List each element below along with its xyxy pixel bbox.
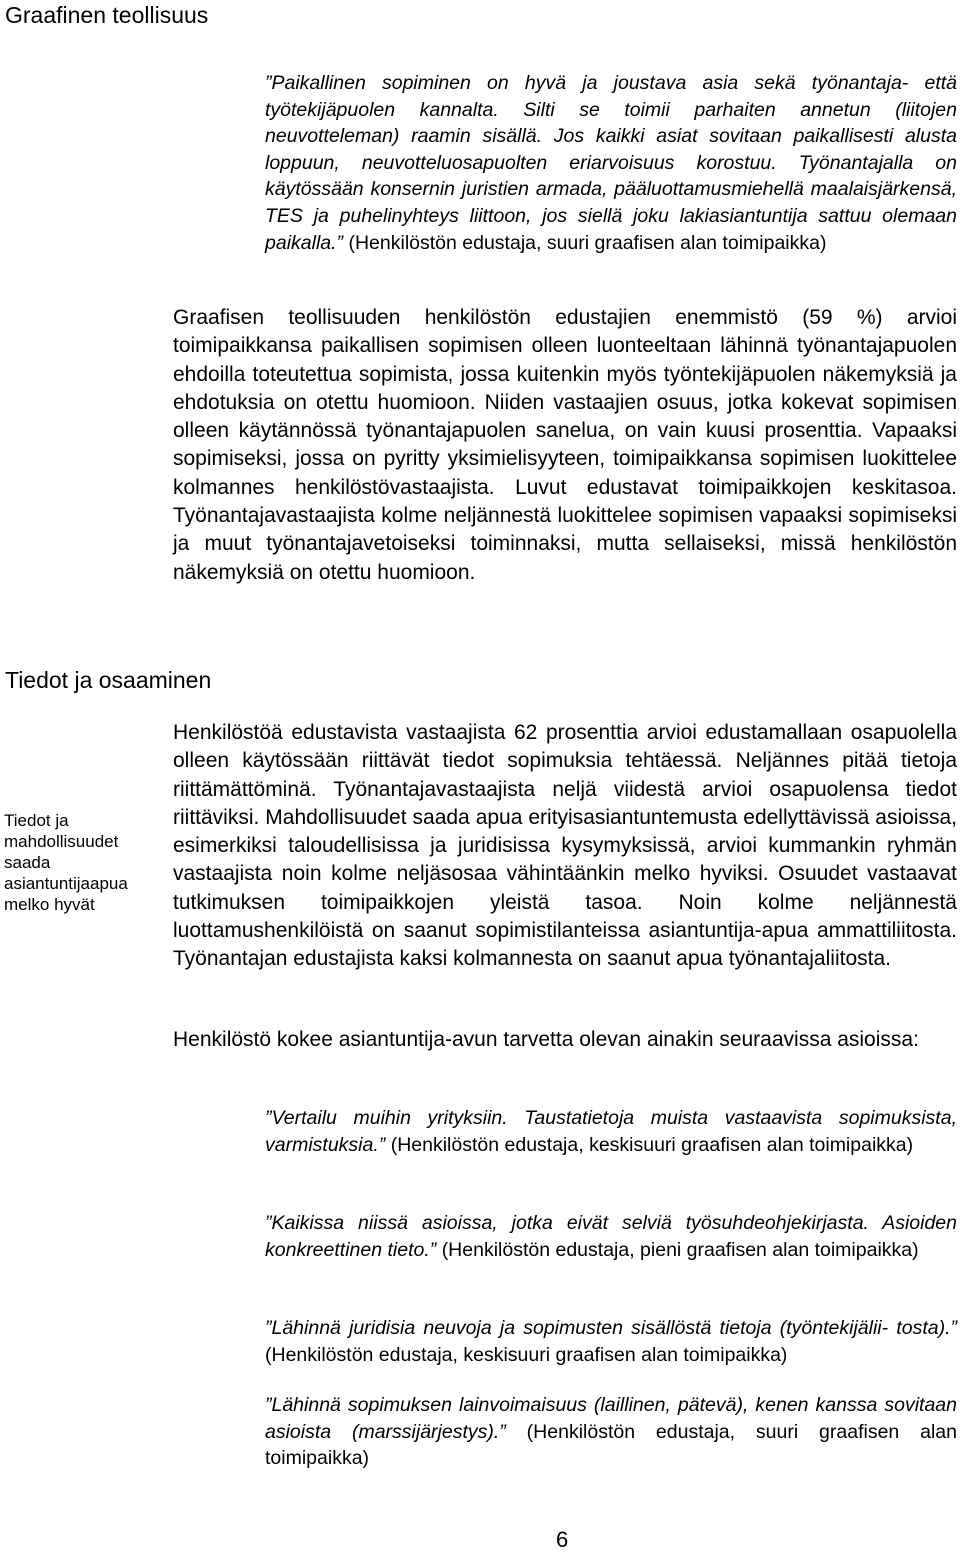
quote-source: (Henkilöstön edustaja, keskisuuri graafisen alan toimipaikka) (390, 1133, 914, 1156)
interview-quote (265, 70, 957, 256)
margin-note: Tiedot ja mahdollisuudet saada asiantuntijaapua melko hyvät (4, 811, 128, 914)
section-title-graafinen-teollisuus: Graafinen teollisuus (5, 2, 209, 28)
body-paragraph: Henkilöstö kokee asiantuntija-avun tarvetta olevan ainakin seuraavissa asioissa: (173, 1028, 919, 1051)
quote-text: ”Vertailu muihin yrityksiin. Taustatietoja muista vastaavista sopimuksista, varmistuksia.” (265, 1107, 957, 1156)
page-number: 6 (556, 1527, 569, 1552)
quote-source: (Henkilöstön edustaja, suuri graafisen alan toimipaikka) (348, 231, 827, 254)
quote-text: ”Lähinnä sopimuksen lainvoimaisuus (laillinen, pätevä), kenen kanssa sovitaan asioista (marssijärjestys).” (265, 1394, 957, 1443)
interview-quote (265, 1210, 957, 1263)
quote-source: (Henkilöstön edustaja, suuri graafisen alan toimipaikka) (265, 1420, 957, 1470)
interview-quote (265, 1392, 957, 1472)
body-paragraph: Graafisen teollisuuden henkilöstön edustajien enemmistö (59 %) arvioi toimipaikkansa paikallisen sopimisen olleen luonteeltaan lähinnä työnantajapuolen ehdoilla toteutettua sopimista, jossa kuitenkin myös työntekijäpuolen näkemyksiä ja ehdotuksia on otettu huomioon. Niiden vastaajien osuus, jotka kokevat sopimisen olleen käytännössä työnantajapuolen sanelua, on vain kuusi prosenttia. Vapaaksi sopimiseksi, jossa on pyritty yksimielisyyteen, toimipaikkansa sopimisen luokittelee kolmannes henkilöstövastaajista. Luvut edustavat toimipaikkojen keskitasoa. Työnantajavastaajista kolme neljännestä luokittelee sopimisen vapaaksi sopimiseksi ja muut työnantajavetoiseksi toiminnaksi, mutta sellaiseksi, missä henkilöstön näkemyksiä on otettu huomioon. (173, 306, 957, 584)
quote-text: ”Kaikissa niissä asioissa, jotka eivät selviä työsuhdeohjekirjasta. Asioiden konkreettinen tieto.” (265, 1212, 957, 1261)
quote-text: ”Paikallinen sopiminen on hyvä ja joustava asia sekä työnantaja- että työtekijäpuolen kannalta. Silti se toimii parhaiten annetun (liitojen neuvotteleman) raamin sisällä. Jos kaikki asiat sovitaan paikallisesti alusta loppuun, neuvotteluosapuolten eriarvoisuus korostuu. Työnantajalla on käytössään konsernin juristien armada, pääluottamusmiehellä maalaisjärkensä, TES ja puhelinyhteys liittoon, jos siellä joku lakiasiantuntija sattuu olemaan paikalla.” (265, 72, 957, 254)
body-paragraph: Henkilöstöä edustavista vastaajista 62 prosenttia arvioi edustamallaan osapuolella olleen käytössään riittävät tiedot sopimuksia tehtäessä. Neljännes pitää tietoja riittämättöminä. Työnantajavastaajista neljä viidestä arvioi osapuolensa tiedot riittäviksi. Mahdollisuudet saada apua erityisasiantuntemusta edellyttävissä asioissa, esimerkiksi taloudellisissa ja juridisissa kysymyksissä, arvioi kummankin ryhmän vastaajista noin kolme neljäsosaa vähintäänkin melko hyviksi. Osuudet vastaavat tutkimuksen toimipaikkojen yleistä tasoa. Noin kolme neljännestä luottamushenkilöistä on saanut sopimistilanteissa asiantuntija-apua ammattiliitosta. Työnantajan edustajista kaksi kolmannesta on saanut apua työnantajaliitosta. (173, 721, 957, 971)
quote-source: (Henkilöstön edustaja, pieni graafisen alan toimipaikka) (441, 1238, 919, 1261)
quote-text: ”Lähinnä juridisia neuvoja ja sopimusten sisällöstä tietoja (työntekijälii- tosta).” (265, 1317, 957, 1339)
section-title-tiedot-ja-osaaminen: Tiedot ja osaaminen (5, 667, 212, 693)
interview-quote (265, 1315, 957, 1368)
quote-source: (Henkilöstön edustaja, keskisuuri graafisen alan toimipaikka) (265, 1343, 788, 1366)
interview-quote (265, 1105, 957, 1158)
